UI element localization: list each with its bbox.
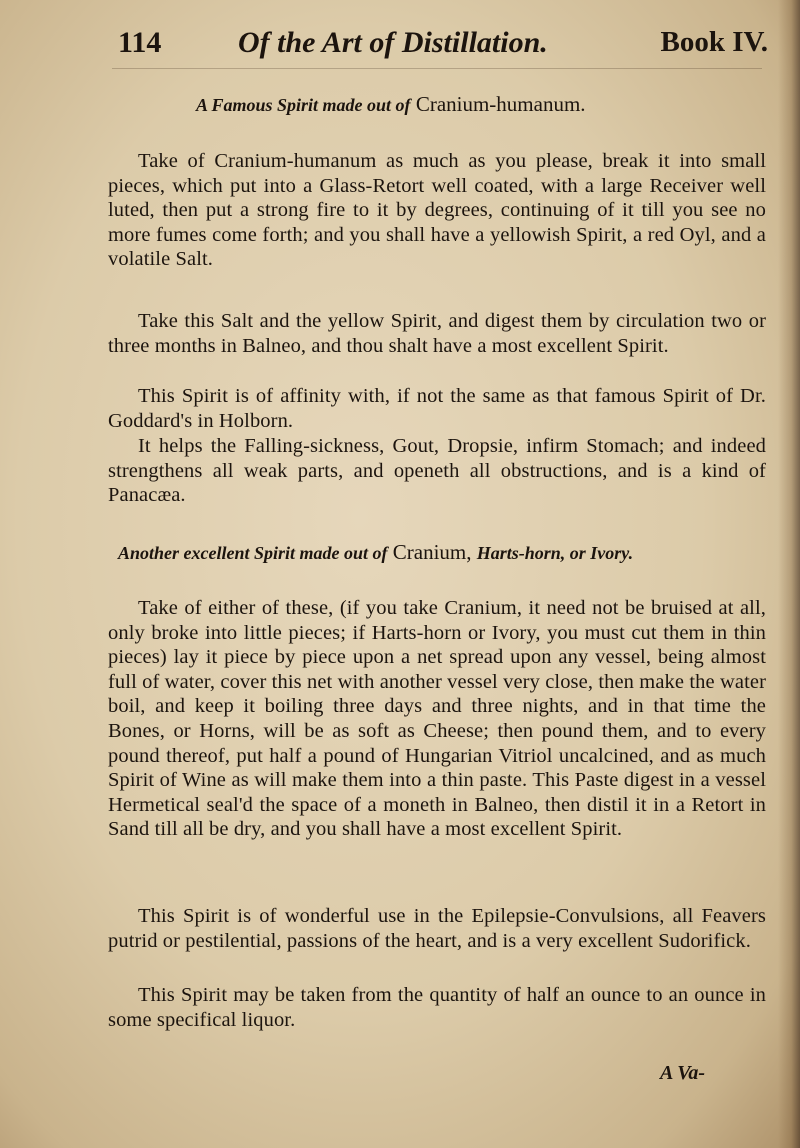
running-title: Of the Art of Distillation. bbox=[238, 26, 548, 59]
section-heading-1-italic: A Famous Spirit made out of bbox=[196, 95, 411, 115]
paragraph: This Spirit is of affinity with, if not the same as that famous Spirit of Dr. Goddard's in Holborn. bbox=[108, 385, 766, 432]
paragraph: This Spirit is of wonderful use in the Epilepsie-Convulsions, all Feavers putrid or pestilential, passions of the heart, and is a very excellent Sudorifick. bbox=[108, 905, 766, 952]
paragraph: Take of either of these, (if you take Cranium, it need not be bruised at all, only broke into little pieces; if Harts-horn or Ivory, you must cut them in thin pieces) lay it piece by piece upon a net spread upon any vessel, being almost full of water, cover this net with another vessel very close, then make the water boil, and keep it boiling three days and three nights, and in that time the Bones, or Horns, will be as soft as Cheese; then pound them, and to every pound thereof, put half a pound of Hungarian Vitriol uncalcined, and as much Spirit of Wine as will make them into a thin paste. This Paste digest in a vessel Hermetical seal'd the space of a moneth in Balneo, then distil it in a Retort in Sand till all be dry, and you shall have a most excellent Spirit. bbox=[108, 597, 766, 841]
paragraph: This Spirit may be taken from the quantity of half an ounce to an ounce in some specifical liquor. bbox=[108, 984, 766, 1031]
section-heading-1-roman: Cranium-humanum. bbox=[410, 92, 586, 116]
catchword: A Va- bbox=[660, 1062, 706, 1084]
section-heading-1 bbox=[196, 92, 586, 117]
book-label: Book IV. bbox=[660, 26, 768, 58]
section-heading-2-italic2: Harts-horn, or Ivory. bbox=[476, 543, 634, 563]
paragraph: Take of Cranium-humanum as much as you please, break it into small pieces, which put into a Glass-Retort well coated, with a large Receiver well luted, then put a strong fire to it by degrees, continuing of it till you see no more fumes come forth; and you shall have a yellowish Spirit, a red Oyl, and a volatile Salt. bbox=[108, 150, 766, 271]
paragraph: It helps the Falling-sickness, Gout, Dropsie, infirm Stomach; and indeed strengthens all weak parts, and openeth all obstructions, and is a kind of Panacæa. bbox=[108, 435, 766, 507]
section-heading-2 bbox=[118, 540, 633, 565]
running-head bbox=[118, 26, 768, 66]
head-rule bbox=[112, 68, 762, 69]
page-edge-shadow bbox=[778, 0, 800, 1148]
section-heading-2-roman: Cranium, bbox=[387, 540, 477, 564]
page-number: 114 bbox=[118, 26, 162, 59]
section-heading-2-italic: Another excellent Spirit made out of bbox=[118, 543, 388, 563]
paragraph: Take this Salt and the yellow Spirit, and digest them by circulation two or three months in Balneo, and thou shalt have a most excellent Spirit. bbox=[108, 310, 766, 357]
